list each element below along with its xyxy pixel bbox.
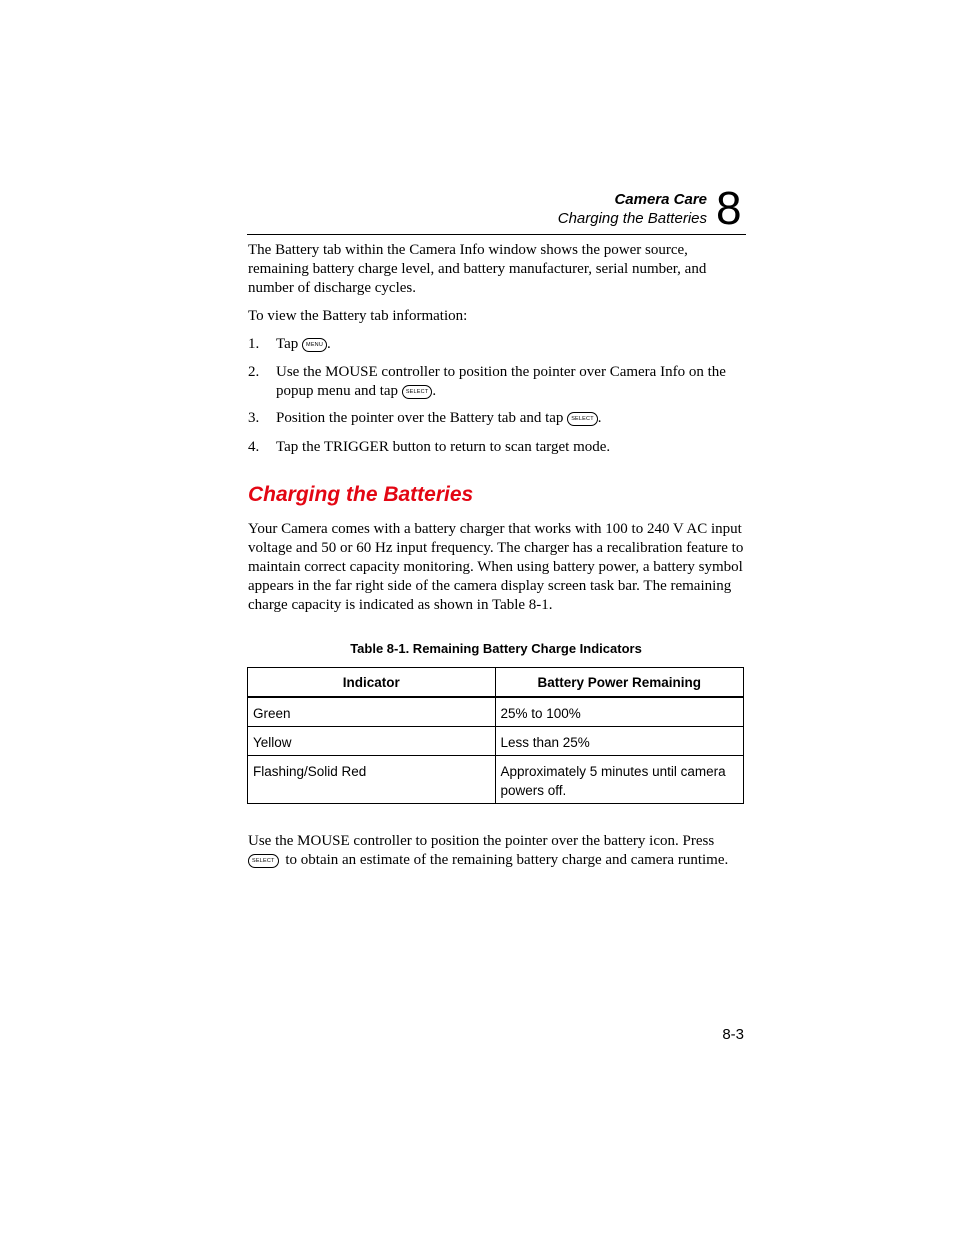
table-cell: Approximately 5 minutes until camera powers off. — [495, 756, 744, 804]
table-cell: Flashing/Solid Red — [248, 756, 496, 804]
step-text: Use the MOUSE controller to position the pointer over Camera Info on the popup menu and tap SELECT . — [276, 364, 726, 399]
table-row — [248, 697, 744, 727]
step-text: Tap the TRIGGER button to return to scan target mode. — [276, 439, 611, 455]
step-text: Tap MENU . — [276, 336, 331, 352]
table-cell: 25% to 100% — [495, 697, 744, 727]
intro-lead-in: To view the Battery tab information: — [248, 308, 468, 324]
select-button-icon: SELECT — [567, 412, 598, 426]
step-number: 1. — [248, 336, 260, 352]
section-paragraph: Your Camera comes with a battery charger that works with 100 to 240 V AC input voltage and 50 or 60 Hz input frequency. The charger has a recalibration feature to maintain correct capacity monitoring. When using battery power, a battery symbol appears in the far right side of the camera display screen task bar. The remaining charge capacity is indicated as shown in Table 8-1. — [248, 521, 744, 613]
intro-paragraph: The Battery tab within the Camera Info window shows the power source, remaining battery charge level, and battery manufacturer, serial number, and number of discharge cycles. — [248, 242, 707, 296]
page-number: 8-3 — [722, 1026, 744, 1043]
select-button-icon: SELECT — [248, 854, 279, 868]
battery-indicator-table — [247, 667, 744, 804]
column-header-power-remaining: Battery Power Remaining — [495, 668, 744, 698]
chapter-number: 8 — [716, 182, 742, 234]
table-cell: Yellow — [248, 727, 496, 756]
menu-button-icon: MENU — [302, 338, 327, 352]
table-cell: Less than 25% — [495, 727, 744, 756]
running-header-section: Charging the Batteries — [557, 210, 707, 227]
table-header-row — [248, 668, 744, 698]
step-number: 2. — [248, 364, 260, 380]
table-row — [248, 727, 744, 756]
table-cell: Green — [248, 697, 496, 727]
header-rule — [247, 234, 746, 235]
closing-paragraph: Use the MOUSE controller to position the pointer over the battery icon. Press SELECT to obtain an estimate of the remaining battery charge and camera runtime. — [248, 833, 729, 868]
step-text: Position the pointer over the Battery tab and tap SELECT . — [276, 410, 602, 426]
table-caption: Table 8-1. Remaining Battery Charge Indicators — [350, 641, 642, 656]
step-number: 3. — [248, 410, 260, 426]
select-button-icon: SELECT — [402, 385, 433, 399]
step-number: 4. — [248, 439, 260, 455]
column-header-indicator: Indicator — [248, 668, 496, 698]
section-heading: Charging the Batteries — [248, 483, 474, 506]
table-row — [248, 756, 744, 804]
running-header-chapter: Camera Care — [614, 191, 707, 208]
